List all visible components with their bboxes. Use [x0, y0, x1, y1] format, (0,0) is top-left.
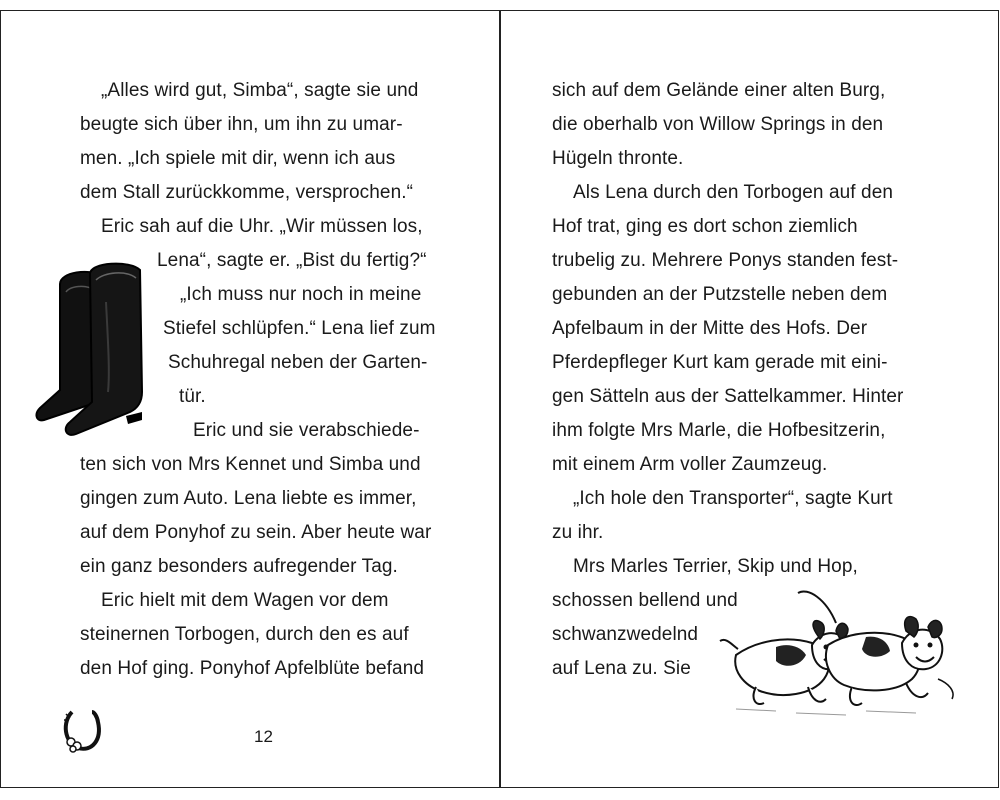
text-line: steinernen Torbogen, durch den es auf — [80, 624, 409, 645]
text-line: Mrs Marles Terrier, Skip und Hop, — [573, 556, 858, 577]
riding-boots-icon — [30, 262, 155, 442]
text-line: trubelig zu. Mehrere Ponys standen fest- — [552, 250, 899, 271]
horseshoe-icon — [58, 706, 108, 756]
text-line: schwanzwedelnd — [552, 624, 699, 645]
text-line: schossen bellend und — [552, 590, 738, 611]
text-line: Eric hielt mit dem Wagen vor dem — [101, 590, 389, 611]
page-number: 12 — [254, 727, 273, 746]
text-line: Pferdepfleger Kurt kam gerade mit eini- — [552, 352, 888, 373]
text-line: ihm folgte Mrs Marle, die Hofbesitzerin, — [552, 420, 886, 441]
text-line: Als Lena durch den Torbogen auf den — [573, 182, 894, 203]
text-line: gebunden an der Putzstelle neben dem — [552, 284, 888, 305]
text-line: Eric sah auf die Uhr. „Wir müssen los, — [101, 216, 423, 237]
text-line: men. „Ich spiele mit dir, wenn ich aus — [80, 148, 396, 169]
text-line: den Hof ging. Ponyhof Apfelblüte befand — [80, 658, 425, 679]
text-line: Lena“, sagte er. „Bist du fertig?“ — [157, 250, 427, 271]
text-line: dem Stall zurückkomme, versprochen.“ — [80, 182, 414, 203]
running-terriers-icon — [716, 583, 964, 723]
text-line: mit einem Arm voller Zaumzeug. — [552, 454, 828, 475]
text-line: die oberhalb von Willow Springs in den — [552, 114, 884, 135]
text-line: Hügeln thronte. — [552, 148, 684, 169]
text-line: „Ich muss nur noch in meine — [180, 284, 422, 305]
text-line: Apfelbaum in der Mitte des Hofs. Der — [552, 318, 868, 339]
page-gutter — [499, 11, 501, 787]
text-line: auf dem Ponyhof zu sein. Aber heute war — [80, 522, 432, 543]
text-line: zu ihr. — [552, 522, 604, 543]
text-line: Schuhregal neben der Garten- — [168, 352, 428, 373]
text-line: Stiefel schlüpfen.“ Lena lief zum — [163, 318, 436, 339]
text-line: Hof trat, ging es dort schon ziemlich — [552, 216, 858, 237]
text-line: sich auf dem Gelände einer alten Burg, — [552, 80, 886, 101]
text-line: „Ich hole den Transporter“, sagte Kurt — [573, 488, 893, 509]
text-line: gen Sätteln aus der Sattelkammer. Hinter — [552, 386, 904, 407]
text-line: „Alles wird gut, Simba“, sagte sie und — [101, 80, 419, 101]
text-line: tür. — [179, 386, 206, 407]
text-line: ten sich von Mrs Kennet und Simba und — [80, 454, 421, 475]
text-line: gingen zum Auto. Lena liebte es immer, — [80, 488, 417, 509]
text-line: beugte sich über ihn, um ihn zu umar- — [80, 114, 403, 135]
text-line: Eric und sie verabschiede- — [193, 420, 420, 441]
text-line: auf Lena zu. Sie — [552, 658, 691, 679]
text-line: ein ganz besonders aufregender Tag. — [80, 556, 398, 577]
